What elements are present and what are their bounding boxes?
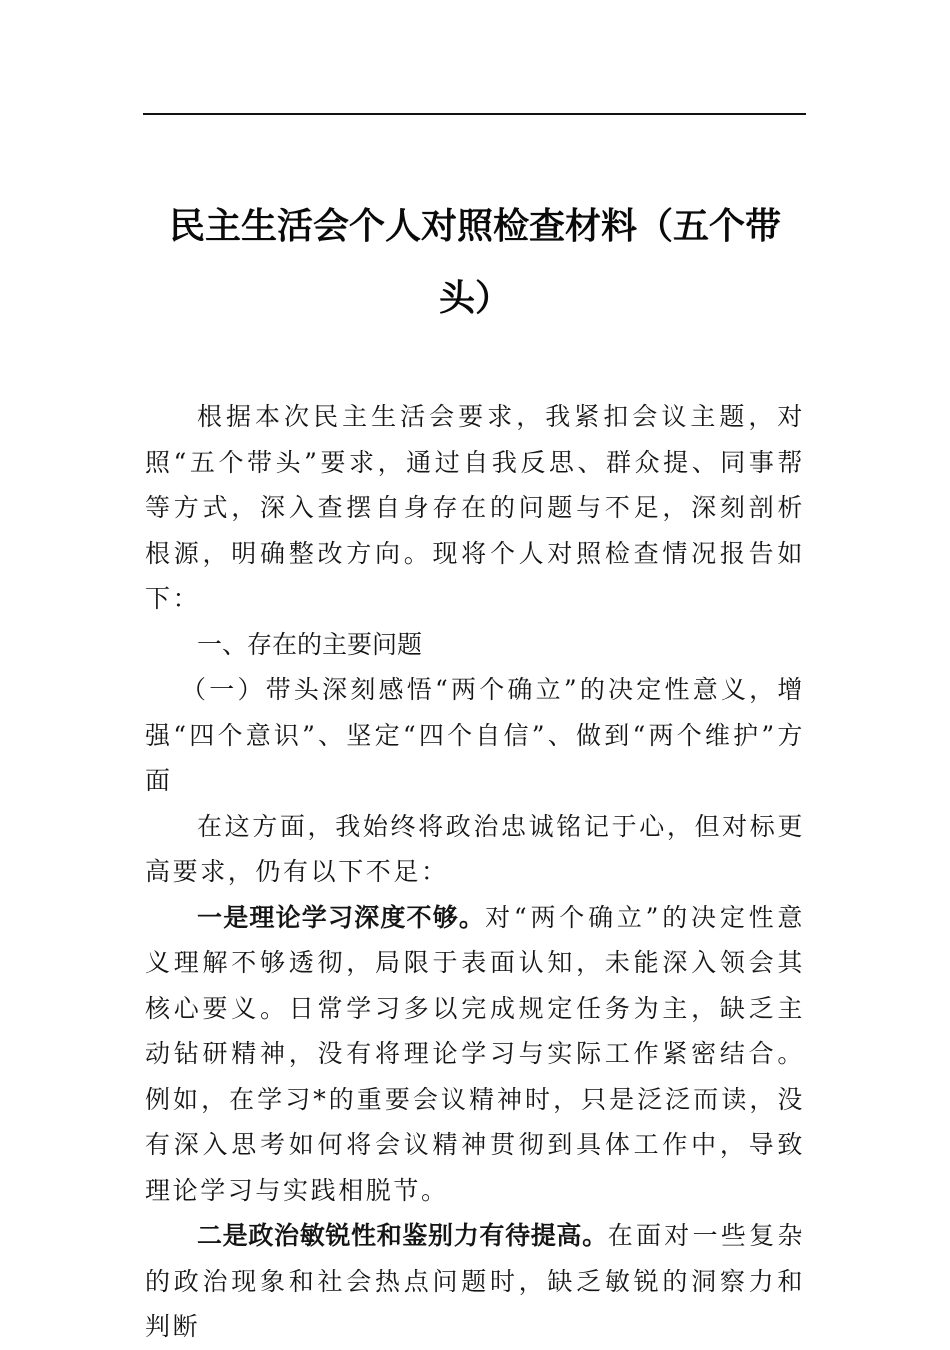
point-paragraph-2 [145, 1213, 805, 1350]
point-2-lead: 二是政治敏锐性和鉴别力有待提高。 [197, 1221, 608, 1250]
point-1-lead: 一是理论学习深度不够。 [197, 902, 486, 932]
point-1-text: 对“两个确立”的决定性意义理解不够透彻，局限于表面认知，未能深入领会其核心要义。日常学习多以完成规定任务为主，缺乏主动钻研精神，没有将理论学习与实际工作紧密结合。例如，在学习*的重要会议精神时，只是泛泛而读，没有深入思考如何将会议精神贯彻到具体工作中，导致理论学习与实践相脱节。 [145, 902, 805, 1205]
document-title [145, 190, 805, 334]
subsection-intro-paragraph: 在这方面，我始终将政治忠诚铭记于心，但对标更高要求，仍有以下不足： [145, 811, 805, 886]
title-line-1: 民主生活会个人对照检查材料（五个带 [168, 205, 781, 247]
intro-paragraph: 根据本次民主生活会要求，我紧扣会议主题，对照“五个带头”要求，通过自我反思、群众提、同事帮等方式，深入查摆自身存在的问题与不足，深刻剖析根源，明确整改方向。现将个人对照检查情况报告如下： [145, 402, 805, 613]
title-line-2: 头） [438, 277, 511, 319]
section-heading-1: 一、存在的主要问题 [197, 629, 423, 659]
subsection-heading-1: （一）带头深刻感悟“两个确立”的决定性意义，增强“四个意识”、坚定“四个自信”、做到“两个维护”方面 [145, 675, 805, 795]
point-paragraph-1 [145, 895, 805, 1214]
document-body [145, 394, 805, 1350]
point-2-text: 在面对一些复杂的政治现象和社会热点问题时，缺乏敏锐的洞察力和判断 [145, 1221, 805, 1341]
header-rule-divider [143, 113, 806, 115]
